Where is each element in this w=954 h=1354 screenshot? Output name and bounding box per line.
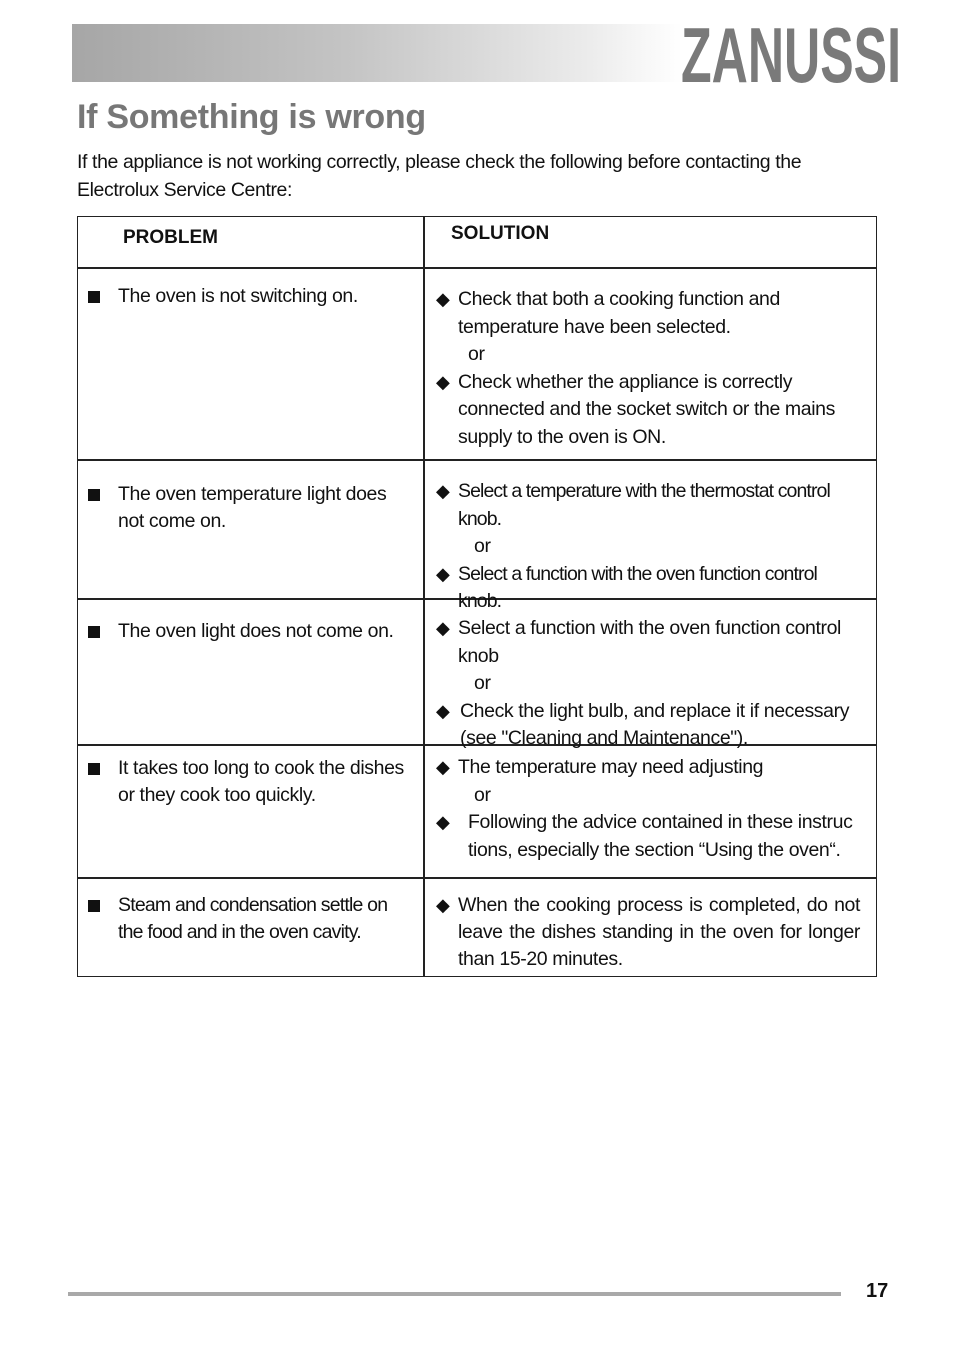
- problem-text: The oven light does not come on.: [118, 620, 394, 642]
- logo-text: ZANUSSI: [681, 11, 901, 94]
- table-row: [78, 600, 876, 749]
- header-gradient-bar: [72, 24, 682, 82]
- square-bullet-icon: [88, 626, 100, 638]
- or-text: or: [474, 783, 491, 806]
- problem-text: Steam and condensation settle on the food and in the oven cavity.: [118, 894, 388, 943]
- solution-column-header: SOLUTION: [451, 223, 550, 244]
- solution-text: Check the light bulb, and replace it if necessary (see "Cleaning and Maintenance").: [460, 699, 850, 749]
- problem-cell: [88, 481, 413, 535]
- solution-cell: [436, 478, 860, 616]
- intro-text: If the appliance is not working correctly, please check the following before contacting the Electrolux Service Centre:: [77, 151, 802, 201]
- table-row: [78, 269, 876, 461]
- problem-column-header: PROBLEM: [123, 227, 218, 248]
- square-bullet-icon: [88, 900, 100, 912]
- problem-text: The oven temperature light does not come on.: [118, 483, 387, 532]
- zanussi-logo: [676, 10, 906, 94]
- solution-text: Select a function with the oven function control knob: [458, 617, 841, 667]
- or-text: or: [468, 343, 485, 365]
- problem-cell: [88, 755, 413, 809]
- solution-text: Check that both a cooking function and temperature have been selected.: [458, 288, 780, 338]
- diamond-bullet-icon: ◆: [436, 481, 449, 501]
- solution-cell: [436, 615, 860, 753]
- diamond-bullet-icon: ◆: [436, 757, 450, 777]
- page-number: 17: [866, 1280, 889, 1302]
- or-text: or: [474, 535, 491, 557]
- solution-cell: [436, 892, 860, 973]
- troubleshooting-table: [77, 216, 877, 977]
- problem-cell: [88, 892, 413, 946]
- footer-rule: [68, 1292, 841, 1296]
- table-row: [78, 879, 876, 976]
- solution-text: Select a function with the oven function control knob.: [458, 562, 817, 612]
- diamond-bullet-icon: ◆: [436, 700, 450, 721]
- table-row: [78, 746, 876, 879]
- problem-cell: [88, 618, 413, 645]
- square-bullet-icon: [88, 763, 100, 775]
- solution-text: Following the advice contained in these instruc tions, especially the section “Using the oven“.: [468, 811, 853, 861]
- diamond-bullet-icon: ◆: [436, 618, 450, 638]
- page-title: If Something is wrong: [77, 98, 426, 136]
- or-text: or: [474, 672, 491, 694]
- problem-text: It takes too long to cook the dishes or they cook too quickly.: [118, 757, 404, 806]
- diamond-bullet-icon: ◆: [436, 895, 450, 915]
- solution-text: When the cooking process is completed, do not leave the dishes standing in the oven for longer than 15-20 minutes.: [458, 894, 860, 970]
- table-row: [78, 461, 876, 612]
- square-bullet-icon: [88, 489, 100, 501]
- solution-text: Check whether the appliance is correctly connected and the socket switch or the mains supply to the oven is ON.: [458, 370, 835, 448]
- diamond-bullet-icon: ◆: [436, 812, 450, 832]
- diamond-bullet-icon: ◆: [436, 289, 450, 309]
- diamond-bullet-icon: ◆: [436, 563, 449, 584]
- square-bullet-icon: [88, 291, 100, 303]
- problem-cell: [88, 283, 413, 310]
- problem-text: The oven is not switching on.: [118, 285, 358, 307]
- table-header: [78, 217, 876, 269]
- diamond-bullet-icon: ◆: [436, 371, 450, 392]
- solution-text: Select a temperature with the thermostat control knob.: [458, 480, 830, 530]
- solution-cell: [436, 754, 860, 864]
- solution-text: The temperature may need adjusting: [458, 756, 764, 778]
- solution-cell: [436, 286, 860, 451]
